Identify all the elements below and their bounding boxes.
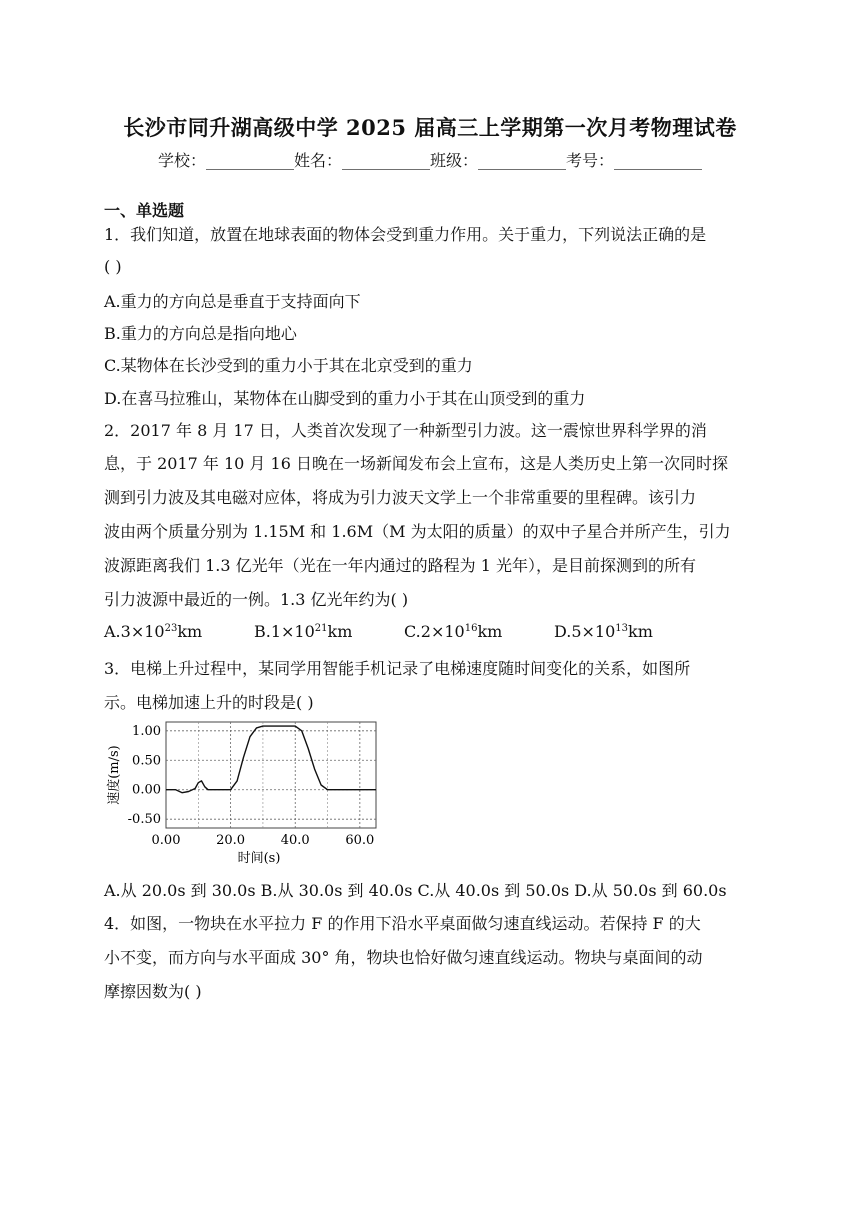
q3-options: A.从 20.0s 到 30.0s B.从 30.0s 到 40.0s C.从 40.0s 到 50.0s D.从 50.0s 到 60.0s xyxy=(104,881,727,900)
q2-option-b: $B.1\times 10^{21}km$ xyxy=(254,622,353,641)
x-axis-label: 时间(s) xyxy=(237,851,281,866)
q2-stem-line-4: 波由两个质量分别为 1.15M 和 1.6M（M 为太阳的质量）的双中子星合并所产生，引力 xyxy=(104,522,731,541)
y-tick-label: -0.50 xyxy=(127,812,161,828)
q1-option-d: D.在喜马拉雅山，某物体在山脚受到的重力小于其在山顶受到的重力 xyxy=(104,389,586,408)
q2-stem-line-1: 2．2017 年 8 月 17 日，人类首次发现了一种新型引力波。这一震惊世界科学界的消 xyxy=(104,421,707,440)
q3-stem-line-1: 3．电梯上升过程中，某同学用智能手机记录了电梯速度随时间变化的关系，如图所 xyxy=(104,659,691,678)
x-tick-label: 40.0 xyxy=(280,833,310,848)
q2-stem-line-5: 波源距离我们 1.3 亿光年（光在一年内通过的路程为 1 光年），是目前探测到的所有 xyxy=(104,556,696,575)
y-tick-label: 0.00 xyxy=(132,782,161,798)
x-tick-label: 60.0 xyxy=(345,833,375,848)
q1-stem-line-2: ( ) xyxy=(104,257,122,276)
y-tick-label: 1.00 xyxy=(132,723,161,739)
q2-option-a: $A.3\times 10^{23}km$ xyxy=(104,622,203,641)
velocity-time-chart xyxy=(104,716,384,872)
q2-options xyxy=(104,622,704,641)
velocity-time-chart-svg xyxy=(104,716,384,868)
exam-title: 长沙市同升湖高级中学 2025 届高三上学期第一次月考物理试卷 xyxy=(123,115,737,140)
q1-stem-line-1: 1．我们知道，放置在地球表面的物体会受到重力作用。关于重力，下列说法正确的是 xyxy=(104,225,707,244)
section-heading-single-choice: 一、单选题 xyxy=(104,201,185,220)
velocity-series-line xyxy=(166,726,376,793)
q4-stem-line-1: 4．如图，一物块在水平拉力 F 的作用下沿水平桌面做匀速直线运动。若保持 F 的大 xyxy=(104,914,701,933)
q1-option-a: A.重力的方向总是垂直于支持面向下 xyxy=(104,292,361,311)
plot-frame xyxy=(166,722,376,828)
y-tick-label: 0.50 xyxy=(132,753,161,769)
student-info-line: 学校：___________姓名：___________班级：___________考号：___________ xyxy=(157,151,702,170)
q1-option-b: B.重力的方向总是指向地心 xyxy=(104,324,297,343)
y-axis-label: 速度(m/s) xyxy=(107,745,122,805)
q3-stem-line-2: 示。电梯加速上升的时段是( ) xyxy=(104,693,314,712)
x-tick-label: 20.0 xyxy=(216,833,246,848)
q1-option-c: C.某物体在长沙受到的重力小于其在北京受到的重力 xyxy=(104,356,473,375)
q2-stem-line-6: 引力波源中最近的一例。1.3 亿光年约为( ) xyxy=(104,590,409,609)
q2-option-c: $C.2\times 10^{16}km$ xyxy=(404,622,503,641)
q2-stem-line-2: 息，于 2017 年 10 月 16 日晚在一场新闻发布会上宣布，这是人类历史上第一次同时探 xyxy=(104,454,728,473)
q4-stem-line-3: 摩擦因数为( ) xyxy=(104,982,202,1001)
q2-stem-line-3: 测到引力波及其电磁对应体，将成为引力波天文学上一个非常重要的里程碑。该引力 xyxy=(104,488,697,507)
q2-option-d: $D.5\times 10^{13}km$ xyxy=(554,622,653,641)
x-tick-label: 0.00 xyxy=(151,833,181,848)
q4-stem-line-2: 小不变，而方向与水平面成 30° 角，物块也恰好做匀速直线运动。物块与桌面间的动 xyxy=(104,948,703,967)
